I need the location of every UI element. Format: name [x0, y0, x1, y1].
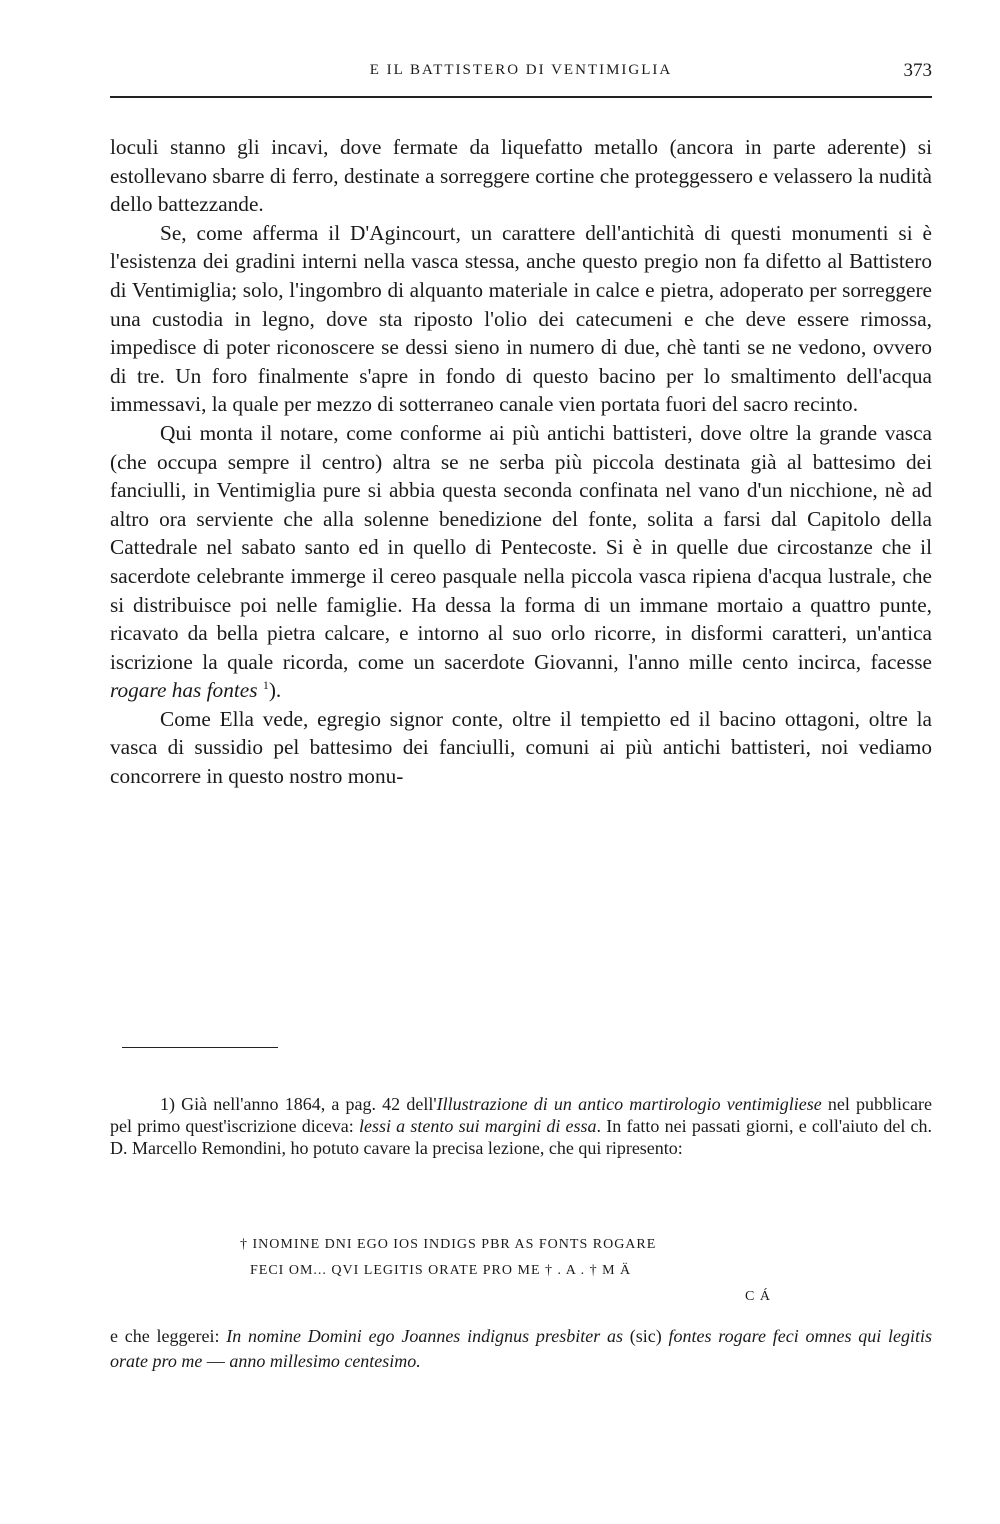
italic-phrase: rogare has fontes	[110, 678, 258, 703]
footnote	[110, 1093, 932, 1159]
footnote-italic: Illustrazione di un antico martirologio ventimigliese	[436, 1094, 822, 1114]
reading-italic: fontes rogare feci omnes qui legitis orate pro me	[110, 1326, 933, 1371]
reading-italic: anno millesimo centesimo.	[229, 1351, 421, 1371]
inscription-line: FECI OM... QVI LEGITIS ORATE PRO ME † . A . † M Ä	[250, 1263, 632, 1278]
inscription-line: C Á	[745, 1289, 771, 1304]
inscription	[240, 1232, 840, 1310]
footnote-italic: lessi a stento sui margini di essa	[358, 1116, 597, 1136]
footnote-text	[110, 1093, 932, 1159]
reading-segment: e che leggerei:	[110, 1326, 227, 1346]
reading-segment: —	[202, 1351, 230, 1371]
inscription-line: † INOMINE DNI EGO IOS INDIGS PBR AS FONTS ROGARE	[240, 1237, 657, 1252]
footnote-segment: . In fatto nei passati giorni, e coll'aiuto del ch. D. Marcello Remondini, ho potuto cavare la precisa lezione, che qui ripresento:	[110, 1116, 933, 1158]
footnote-rule	[122, 1047, 278, 1048]
main-text	[110, 133, 932, 791]
paragraph: Se, come afferma il D'Agincourt, un carattere dell'antichità di questi monumenti si è l'esistenza dei gradini interni nella vasca stessa, anche questo pregio non fa difetto al Battistero di Ventimiglia; solo, l'ingombro di alquanto materiale in calce e pietra, adoperato per sorreggere una custodia in legno, dove sta riposto l'olio dei catecumeni e che deve essere rimossa, impedisce di poter riconoscere se dessi sieno in numero di due, chè tanti se ne vedono, ovvero di tre. Un foro finalmente s'apre in fondo di questo bacino per lo smaltimento dell'acqua immessavi, la quale per mezzo di sotterraneo canale vien portata fuori del sacro recinto.	[110, 220, 932, 417]
header-rule	[110, 96, 932, 98]
footnote-segment: nel pubblicare pel primo quest'iscrizione diceva:	[110, 1094, 932, 1136]
paragraph	[110, 419, 932, 705]
reading-text	[110, 1324, 932, 1374]
paragraph-text: Qui monta il notare, come conforme ai più antichi battisteri, dove oltre la grande vasca (che occupa sempre il centro) altra se ne serba più piccola destinata già al battesimo dei fanciulli, in Ventimiglia pure si abbia questa seconda confinata nel vano d'un nicchione, nè ad altro ora serviente che alla solenne benedizione del fonte, solita a farsi dal Capitolo della Cattedrale nel sabato santo ed in quello di Pentecoste. Si è in quelle due circostanze che il sacerdote celebrante immerge il cereo pasquale nella piccola vasca ripiena d'acqua lustrale, che si distribuisce poi nelle famiglie. Ha dessa la forma di un immane mortaio a quattro punte, ricavato da bella pietra calcare, e intorno al suo orlo ricorre, in disformi caratteri, un'antica iscrizione la quale ricorda, come un sacerdote Giovanni, l'anno mille cento incirca, facesse	[110, 420, 932, 674]
running-title: E IL BATTISTERO DI VENTIMIGLIA	[369, 62, 673, 78]
reading-italic: In nomine Domini ego Joannes indignus presbiter as	[226, 1326, 623, 1346]
paragraph-text: ).	[268, 678, 282, 703]
page-number: 373	[903, 60, 932, 81]
paragraph-continuation: loculi stanno gli incavi, dove fermate da liquefatto metallo (ancora in parte aderente) si estollevano sbarre di ferro, destinate a sorreggere cortine che proteggessero e velassero la nudità dello battezzande.	[110, 135, 932, 217]
inscription-reading	[110, 1324, 932, 1374]
paragraph: Come Ella vede, egregio signor conte, oltre il tempietto ed il bacino ottagoni, oltre la vasca di sussidio pel battesimo dei fanciulli, comuni ai più antichi battisteri, noi vediamo concorrere in questo nostro monu-	[110, 706, 932, 789]
footnote-reference: 1	[262, 678, 269, 693]
footnote-segment: 1) Già nell'anno 1864, a pag. 42 dell'	[160, 1094, 437, 1114]
page-header	[110, 58, 932, 90]
reading-segment: (sic)	[622, 1326, 669, 1346]
